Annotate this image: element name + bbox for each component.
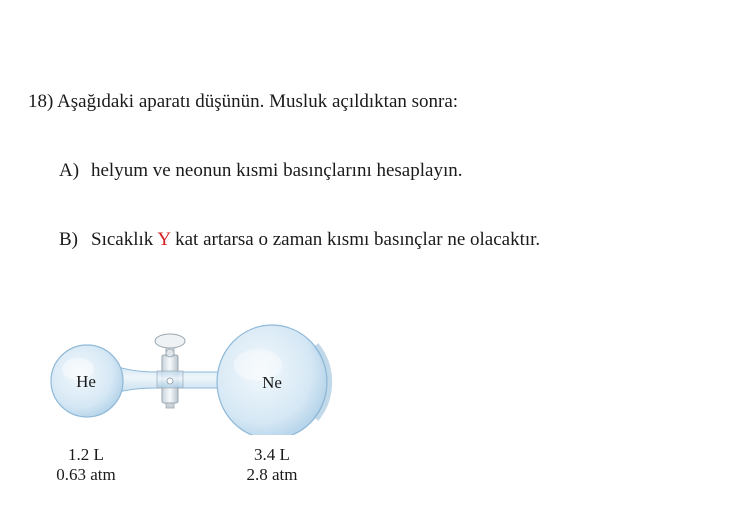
right-flask-caption (222, 445, 322, 485)
left-flask-label: He (76, 372, 96, 391)
item-b (59, 229, 540, 251)
item-a-text: helyum ve neonun kısmi basınçlarını hesaplayın. (91, 160, 463, 181)
right-flask-label: Ne (262, 373, 282, 392)
right-flask-pressure: 2.8 atm (246, 465, 298, 484)
item-b-text-after: kat artarsa o zaman kısmı basınçlar ne olacaktır. (175, 229, 541, 250)
item-a (59, 160, 462, 182)
left-flask-caption (36, 445, 136, 485)
stopcock-valve (155, 334, 185, 408)
right-flask-volume: 3.4 L (254, 445, 290, 464)
left-flask-pressure: 0.63 atm (56, 465, 116, 484)
item-b-highlight: Y (157, 229, 171, 250)
item-a-letter: A) (59, 160, 80, 181)
item-b-text-before: Sıcaklık (91, 229, 154, 250)
left-flask-volume: 1.2 L (68, 445, 104, 464)
apparatus-diagram (40, 315, 340, 435)
item-b-letter: B) (59, 229, 78, 250)
question-title: 18) Aşağıdaki aparatı düşünün. Musluk açıldıktan sonra: (28, 91, 459, 112)
